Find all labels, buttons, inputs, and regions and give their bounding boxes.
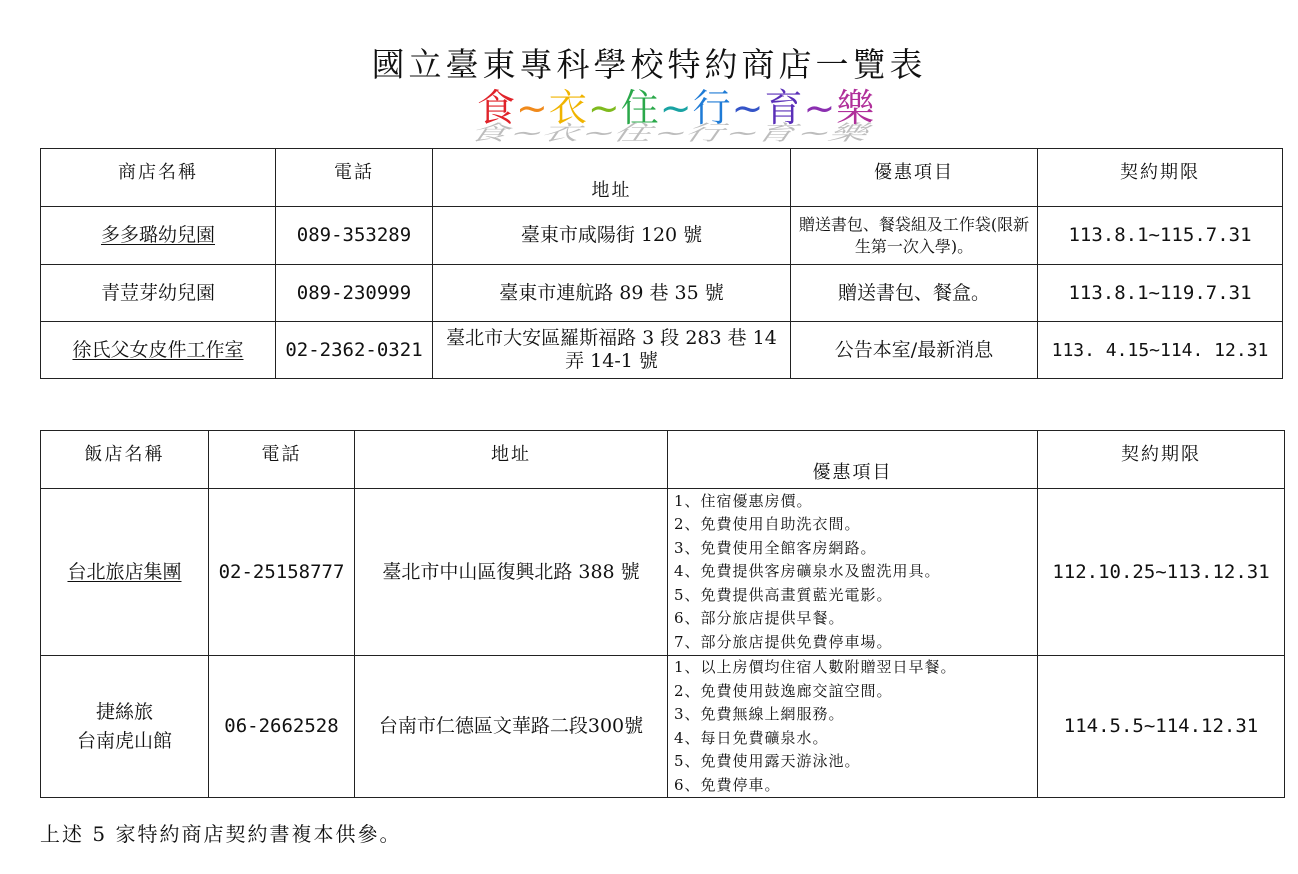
benefit-cell <box>668 489 1038 656</box>
list-item: 5、免費使用露天游泳池。 <box>674 752 861 770</box>
benefit-list <box>668 490 1037 655</box>
page-title: 國立臺東專科學校特約商店一覽表 <box>371 45 927 84</box>
term-cell: 113.8.1~119.7.31 <box>1038 265 1283 322</box>
header-benefit: 優惠項目 <box>791 149 1038 207</box>
hotel-name-cell[interactable] <box>41 489 209 656</box>
header-phone: 電話 <box>209 431 355 489</box>
list-item: 2、免費使用自助洗衣間。 <box>674 515 861 534</box>
wordart-char: 樂 <box>836 86 876 130</box>
list-item: 1、以上房價均住宿人數附贈翌日早餐。 <box>674 658 957 676</box>
list-item: 5、免費提供高畫質藍光電影。 <box>674 585 893 604</box>
hotel-table <box>40 430 1285 798</box>
wordart-tilde: ~ <box>587 86 621 130</box>
benefit-cell <box>668 656 1038 798</box>
list-item: 6、部分旅店提供早餐。 <box>674 609 845 628</box>
hotel-name-link[interactable]: 台北旅店集團 <box>67 560 182 583</box>
hotel-name-cell <box>41 656 209 798</box>
wordart-tilde: ~ <box>659 86 693 130</box>
benefit-cell: 贈送書包、餐盒。 <box>791 265 1038 322</box>
store-header-row <box>41 149 1283 207</box>
wordart-text <box>477 88 875 128</box>
phone-cell: 089-230999 <box>276 265 433 322</box>
benefit-cell: 贈送書包、餐袋組及工作袋(限新生第一次入學)。 <box>791 207 1038 265</box>
table-row <box>41 656 1285 798</box>
phone-cell: 06-2662528 <box>209 656 355 798</box>
hotel-name-line1: 捷絲旅 <box>95 700 153 723</box>
address-cell: 台南市仁德區文華路二段300號 <box>355 656 668 798</box>
list-item: 1、住宿優惠房價。 <box>674 491 813 510</box>
list-item: 6、免費停車。 <box>674 775 781 794</box>
wordart-shadow: 食~衣~住~行~育~樂 <box>464 120 880 146</box>
header-term: 契約期限 <box>1038 149 1283 207</box>
table-row <box>41 489 1285 656</box>
wordart-char: 食 <box>477 86 517 130</box>
address-cell: 臺北市大安區羅斯福路 3 段 283 巷 14 弄 14-1 號 <box>433 322 791 379</box>
wordart-char: 衣 <box>548 86 588 130</box>
wordart-char: 行 <box>692 86 732 130</box>
phone-cell: 089-353289 <box>276 207 433 265</box>
header-address: 地址 <box>355 431 668 489</box>
header-hotel-name: 飯店名稱 <box>41 431 209 489</box>
header-term: 契約期限 <box>1038 431 1285 489</box>
header-address: 地址 <box>433 149 791 207</box>
phone-cell: 02-25158777 <box>209 489 355 656</box>
address-cell: 臺東市咸陽街 120 號 <box>433 207 791 265</box>
term-cell: 113.8.1~115.7.31 <box>1038 207 1283 265</box>
term-cell: 114.5.5~114.12.31 <box>1038 656 1285 798</box>
hotel-name-line2: 台南虎山館 <box>76 729 172 752</box>
wordart-banner <box>455 86 880 146</box>
list-item: 4、每日免費礦泉水。 <box>674 728 829 747</box>
phone-cell: 02-2362-0321 <box>276 322 433 379</box>
list-item: 2、免費使用鼓逸廊交誼空間。 <box>674 681 893 700</box>
term-cell: 112.10.25~113.12.31 <box>1038 489 1285 656</box>
address-cell: 臺東市連航路 89 巷 35 號 <box>433 265 791 322</box>
wordart-tilde: ~ <box>803 86 837 130</box>
store-name-link[interactable]: 徐氏父女皮件工作室 <box>72 338 244 361</box>
benefit-cell: 公告本室/最新消息 <box>791 322 1038 379</box>
list-item: 4、免費提供客房礦泉水及盥洗用具。 <box>674 562 941 581</box>
store-name-cell[interactable] <box>41 322 276 379</box>
wordart-tilde: ~ <box>516 86 549 130</box>
list-item: 3、免費無線上網服務。 <box>674 705 845 723</box>
list-item: 3、免費使用全館客房網路。 <box>674 538 877 557</box>
header-store-name: 商店名稱 <box>41 149 276 207</box>
wordart-tilde: ~ <box>731 86 765 130</box>
store-name-cell[interactable] <box>41 207 276 265</box>
store-table <box>40 148 1283 379</box>
table-row <box>41 207 1283 265</box>
table-row <box>41 265 1283 322</box>
list-item: 7、部分旅店提供免費停車場。 <box>674 632 893 651</box>
hotel-header-row <box>41 431 1285 489</box>
header-benefit: 優惠項目 <box>668 431 1038 489</box>
wordart-char: 住 <box>620 86 660 130</box>
term-cell: 113. 4.15~114. 12.31 <box>1038 322 1283 379</box>
table-row <box>41 322 1283 379</box>
wordart-char: 育 <box>764 86 804 130</box>
footer-note: 上述 5 家特約商店契約書複本供參。 <box>40 822 402 846</box>
address-cell: 臺北市中山區復興北路 388 號 <box>355 489 668 656</box>
header-phone: 電話 <box>276 149 433 207</box>
store-name-cell: 青荳芽幼兒園 <box>41 265 276 322</box>
store-name-link[interactable]: 多多璐幼兒園 <box>100 224 215 246</box>
benefit-list <box>668 656 1037 797</box>
